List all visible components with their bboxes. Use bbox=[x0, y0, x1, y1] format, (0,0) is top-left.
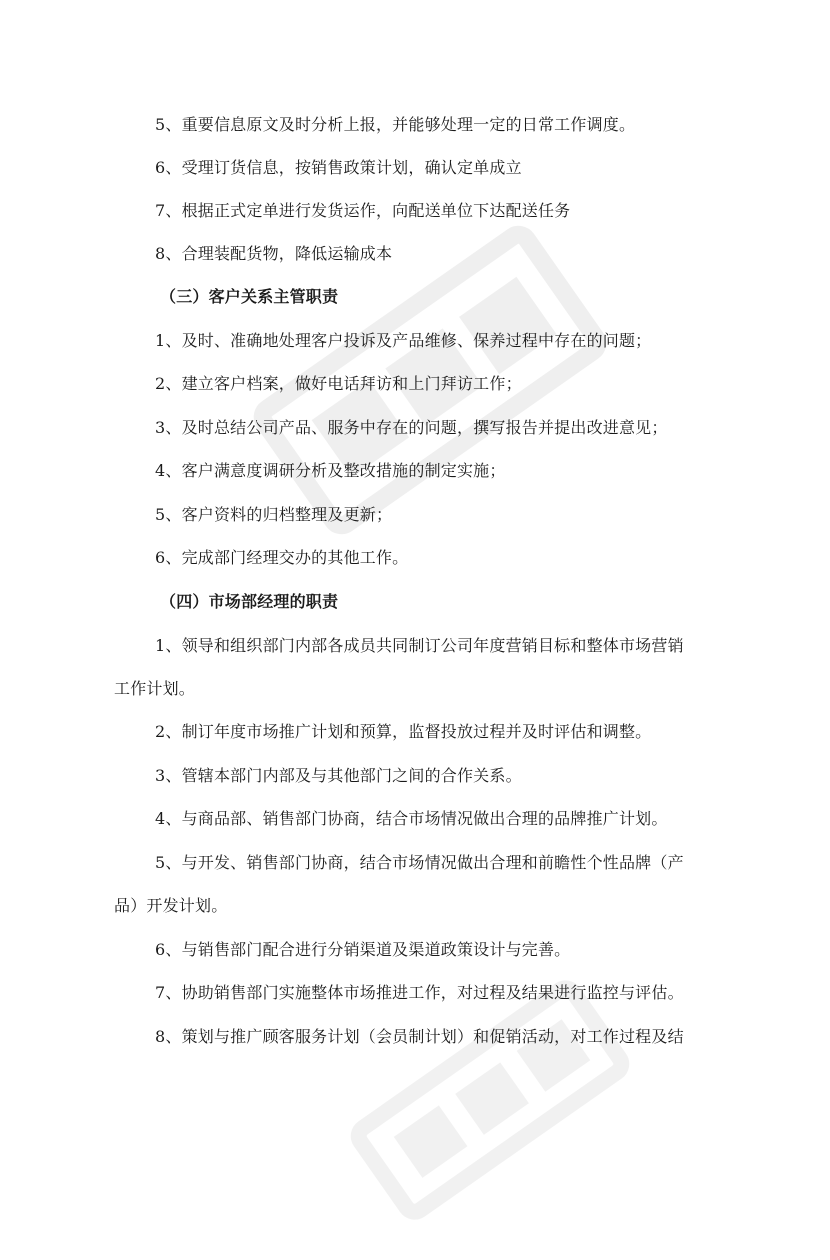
list-item: 7、协助销售部门实施整体市场推进工作，对过程及结果进行监控与评估。 bbox=[155, 983, 684, 1002]
list-item: 4、客户满意度调研分析及整改措施的制定实施； bbox=[155, 461, 506, 480]
section-heading: （四）市场部经理的职责 bbox=[160, 592, 339, 611]
list-item: 8、策划与推广顾客服务计划（会员制计划）和促销活动，对工作过程及结 bbox=[155, 1027, 684, 1046]
list-item: 3、及时总结公司产品、服务中存在的问题，撰写报告并提出改进意见； bbox=[155, 418, 668, 437]
list-item: 5、重要信息原文及时分析上报，并能够处理一定的日常工作调度。 bbox=[155, 115, 636, 134]
list-item-continuation: 品）开发计划。 bbox=[114, 896, 228, 915]
list-item-continuation: 工作计划。 bbox=[114, 679, 196, 698]
list-item: 5、客户资料的归档整理及更新； bbox=[155, 505, 393, 524]
list-item: 1、及时、准确地处理客户投诉及产品维修、保养过程中存在的问题； bbox=[155, 331, 652, 350]
list-item: 5、与开发、销售部门协商，结合市场情况做出合理和前瞻性个性品牌（产 bbox=[155, 853, 684, 872]
list-item: 3、管辖本部门内部及与其他部门之间的合作关系。 bbox=[155, 766, 522, 785]
list-item: 1、领导和组织部门内部各成员共同制订公司年度营销目标和整体市场营销 bbox=[155, 636, 684, 655]
list-item: 6、完成部门经理交办的其他工作。 bbox=[155, 548, 409, 567]
list-item: 7、根据正式定单进行发货运作，向配送单位下达配送任务 bbox=[155, 201, 571, 220]
list-item: 2、建立客户档案，做好电话拜访和上门拜访工作； bbox=[155, 374, 522, 393]
list-item: 6、受理订货信息，按销售政策计划，确认定单成立 bbox=[155, 158, 522, 177]
list-item: 6、与销售部门配合进行分销渠道及渠道政策设计与完善。 bbox=[155, 940, 571, 959]
list-item: 4、与商品部、销售部门协商，结合市场情况做出合理的品牌推广计划。 bbox=[155, 809, 668, 828]
list-item: 2、制订年度市场推广计划和预算，监督投放过程并及时评估和调整。 bbox=[155, 722, 652, 741]
section-heading: （三）客户关系主管职责 bbox=[160, 287, 339, 306]
list-item: 8、合理装配货物，降低运输成本 bbox=[155, 244, 393, 263]
